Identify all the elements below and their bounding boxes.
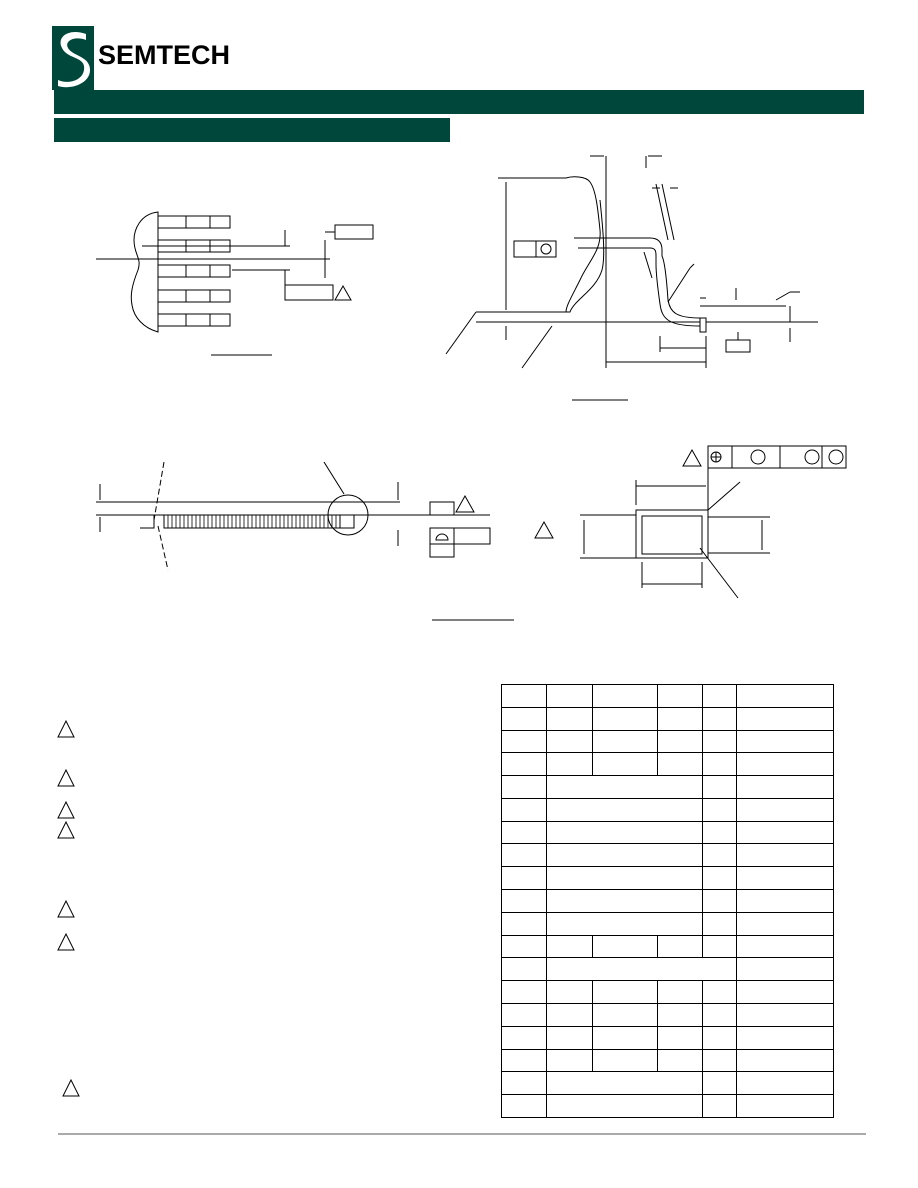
table-row [502,753,834,776]
table-row [502,935,834,958]
table-row [502,707,834,730]
table-row [502,844,834,867]
brand-name: SEMTECH [98,40,231,70]
table-row [502,1026,834,1049]
table-row [502,730,834,753]
table-row [502,1003,834,1026]
note-markers [58,721,79,1096]
table-row [502,1049,834,1072]
table-row [502,776,834,799]
pin-pitch-detail [96,212,373,355]
table-row [502,912,834,935]
table-row [502,685,834,708]
table-row [502,1095,834,1118]
table-row [502,981,834,1004]
dimension-table [501,684,834,1118]
table-row [502,1072,834,1095]
table-row [502,798,834,821]
table-row [502,867,834,890]
lead-coplanarity-detail [96,462,514,620]
table-row [502,958,834,981]
table-row [502,890,834,913]
top-view-detail [535,446,846,598]
side-view-detail [446,156,818,400]
table-row [502,821,834,844]
